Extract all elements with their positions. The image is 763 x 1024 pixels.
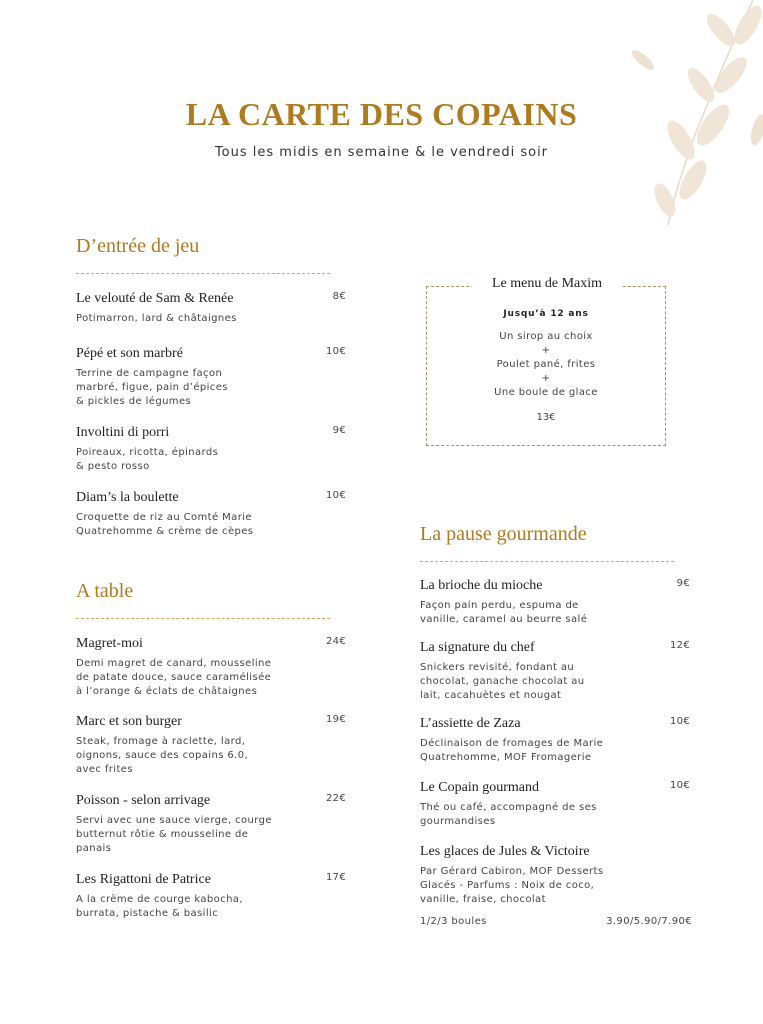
kids-menu-box — [426, 276, 666, 446]
item-description: Déclinaison de fromages de Marie Quatrehomme, MOF Fromagerie — [420, 738, 604, 763]
item-price: 10€ — [326, 490, 346, 501]
item-name: Le velouté de Sam & Renée — [76, 291, 234, 306]
glaces-prices: 3.90/5.90/7.90€ — [606, 916, 692, 927]
kids-menu-plus: + — [541, 373, 551, 384]
kids-menu-plus: + — [541, 345, 551, 356]
item-price: 10€ — [670, 780, 690, 791]
kids-menu-line: Une boule de glace — [494, 387, 598, 398]
item-description: Thé ou café, accompagné de ses gourmandises — [420, 802, 597, 827]
item-name: Magret-moi — [76, 636, 143, 651]
menu-item — [76, 793, 346, 856]
item-description: Par Gérard Cabiron, MOF Desserts Glacés - Parfums : Noix de coco, vanille, fraise, chocolat — [420, 866, 604, 905]
menu-item — [420, 640, 690, 703]
menu-item — [420, 578, 690, 627]
section-divider — [76, 618, 330, 619]
page-title: LA CARTE DES COPAINS — [185, 96, 578, 132]
menu-item — [76, 636, 346, 699]
kids-menu-title: Le menu de Maxim — [472, 276, 622, 292]
item-name: La signature du chef — [420, 640, 535, 655]
item-description: Snickers revisité, fondant au chocolat, ganache chocolat au lait, cacahuètes et nougat — [420, 662, 585, 701]
item-name: La brioche du mioche — [420, 578, 543, 593]
menu-item — [76, 291, 346, 326]
item-name: Pépé et son marbré — [76, 346, 183, 361]
item-name: Poisson - selon arrivage — [76, 793, 211, 808]
section-title-entree: D’entrée de jeu — [76, 235, 200, 257]
item-price: 9€ — [332, 425, 346, 436]
item-description: Servi avec une sauce vierge, courge butternut rôtie & mousseline de panais — [76, 815, 272, 854]
item-price: 10€ — [670, 716, 690, 727]
item-price: 9€ — [676, 578, 690, 589]
item-name: Les Rigattoni de Patrice — [76, 872, 211, 887]
item-description: Croquette de riz au Comté Marie Quatrehomme & crème de cèpes — [76, 512, 254, 537]
menu-item — [76, 872, 346, 921]
glaces-sizes: 1/2/3 boules — [420, 916, 487, 927]
menu-item — [76, 346, 346, 409]
item-name: Marc et son burger — [76, 714, 182, 729]
menu-item — [420, 844, 690, 907]
menu-item — [420, 780, 690, 829]
menu-item — [76, 714, 346, 777]
item-price: 19€ — [326, 714, 346, 725]
item-price: 10€ — [326, 346, 346, 357]
kids-menu-line: Un sirop au choix — [499, 331, 593, 342]
menu-item — [76, 425, 346, 474]
item-price: 8€ — [332, 291, 346, 302]
page-subtitle: Tous les midis en semaine & le vendredi soir — [214, 145, 549, 160]
kids-menu-age: Jusqu’à 12 ans — [503, 309, 589, 319]
kids-menu-line: Poulet pané, frites — [496, 359, 596, 370]
kids-menu-price: 13€ — [536, 412, 556, 423]
item-description: Façon pain perdu, espuma de vanille, caramel au beurre salé — [420, 600, 588, 625]
item-description: A la crème de courge kabocha, burrata, pistache & basilic — [76, 894, 243, 919]
section-divider — [420, 561, 674, 562]
item-name: Diam’s la boulette — [76, 490, 179, 505]
section-divider — [76, 273, 330, 274]
item-description: Terrine de campagne façon marbré, figue, pain d’épices & pickles de légumes — [76, 368, 228, 407]
section-title-pause: La pause gourmande — [420, 523, 587, 545]
item-price: 12€ — [670, 640, 690, 651]
item-price: 24€ — [326, 636, 346, 647]
item-description: Poireaux, ricotta, épinards & pesto rosso — [76, 447, 219, 472]
item-price: 22€ — [326, 793, 346, 804]
item-description: Demi magret de canard, mousseline de patate douce, sauce caramélisée à l’orange & éclats de châtaignes — [76, 658, 272, 697]
item-price: 17€ — [326, 872, 346, 883]
menu-item — [420, 716, 690, 765]
item-name: Involtini di porri — [76, 425, 170, 440]
kids-menu-contents — [427, 330, 665, 400]
item-description: Potimarron, lard & châtaignes — [76, 313, 237, 324]
item-name: Les glaces de Jules & Victoire — [420, 844, 590, 859]
item-name: L’assiette de Zaza — [420, 716, 521, 731]
section-title-table: A table — [76, 580, 134, 602]
menu-header — [0, 96, 763, 160]
item-description: Steak, fromage à raclette, lard, oignons, sauce des copains 6.0, avec frites — [76, 736, 249, 775]
item-name: Le Copain gourmand — [420, 780, 539, 795]
menu-item — [76, 490, 346, 539]
